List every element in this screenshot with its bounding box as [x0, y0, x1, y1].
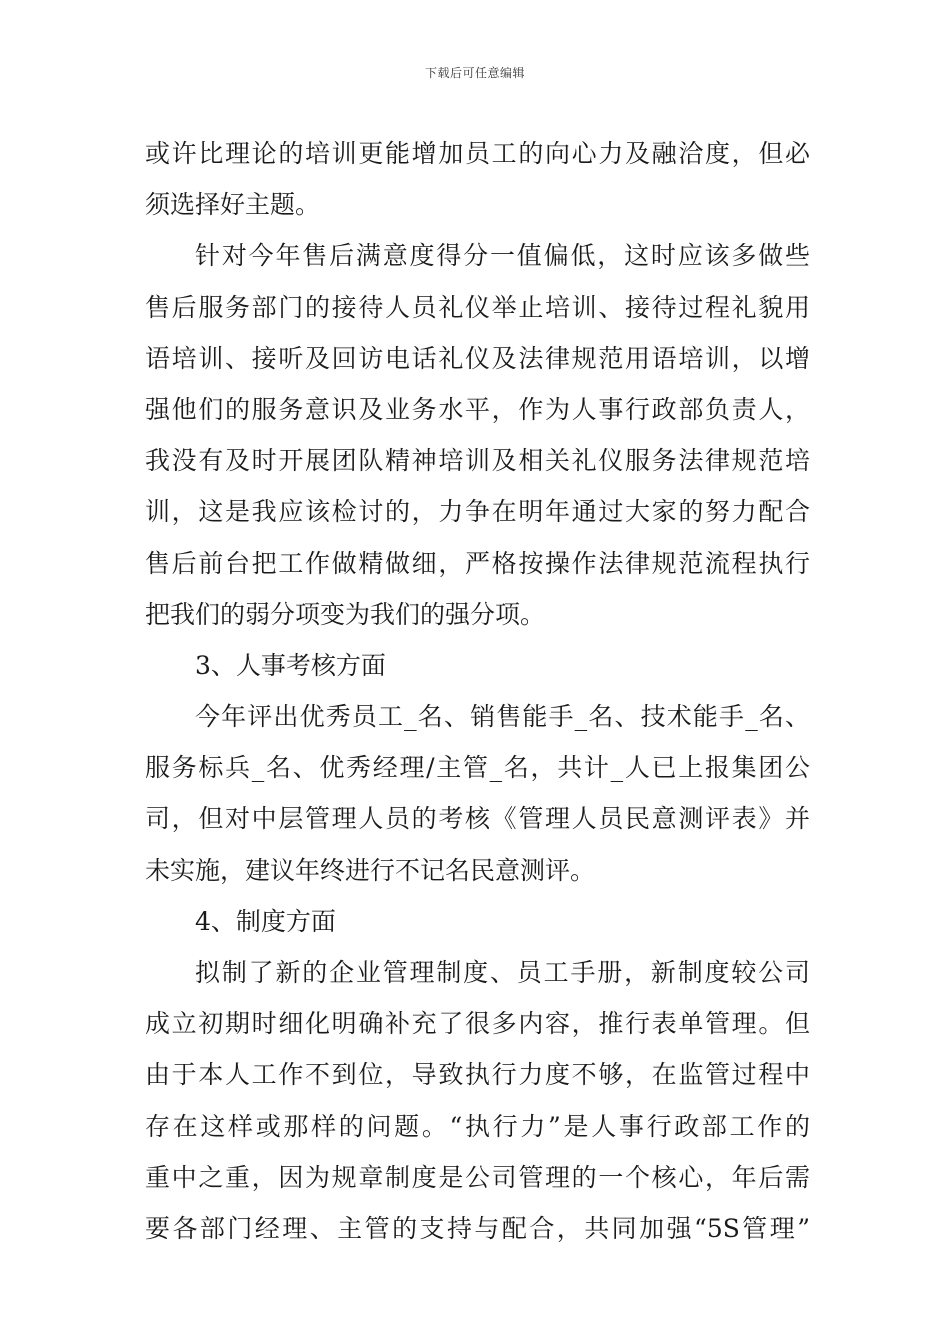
- text-line: 存在这样或那样的问题。“执行力”是人事行政部工作的: [145, 1111, 810, 1141]
- text-line: 须选择好主题。: [145, 190, 321, 220]
- text-line: 成立初期时细化明确补充了很多内容，推行表单管理。但: [145, 1009, 810, 1039]
- text-line: 未实施，建议年终进行不记名民意测评。: [145, 855, 596, 885]
- text-line: 由于本人工作不到位，导致执行力度不够，在监管过程中: [145, 1060, 810, 1090]
- page-header: 下载后可任意编辑: [424, 66, 525, 80]
- text-line: 重中之重，因为规章制度是公司管理的一个核心，年后需: [145, 1162, 810, 1192]
- section-heading: 4、制度方面: [195, 906, 336, 936]
- text-line: 语培训、接听及回访电话礼仪及法律规范用语培训，以增: [145, 343, 810, 373]
- paragraph-start-line: 针对今年售后满意度得分一值偏低，这时应该多做些: [195, 241, 810, 271]
- text-line: 售后服务部门的接待人员礼仪举止培训、接待过程礼貌用: [145, 292, 810, 322]
- text-line: 或许比理论的培训更能增加员工的向心力及融洽度，但必: [145, 139, 810, 168]
- text-line: 把我们的弱分项变为我们的强分项。: [145, 599, 546, 629]
- text-line: 我没有及时开展团队精神培训及相关礼仪服务法律规范培: [145, 446, 810, 476]
- text-line: 要各部门经理、主管的支持与配合，共同加强“5S管理”: [145, 1213, 810, 1243]
- text-line: 强他们的服务意识及业务水平，作为人事行政部负责人，: [145, 394, 810, 424]
- text-line: 售后前台把工作做精做细，严格按操作法律规范流程执行: [145, 548, 810, 578]
- paragraph-start-line: 今年评出优秀员工_名、销售能手_名、技术能手_名、: [195, 702, 810, 732]
- paragraph-start-line: 拟制了新的企业管理制度、员工手册，新制度较公司: [195, 958, 810, 987]
- text-line: 司，但对中层管理人员的考核《管理人员民意测评表》并: [145, 804, 810, 834]
- document-body: [145, 128, 810, 1254]
- text-line: 训，这是我应该检讨的，力争在明年通过大家的努力配合: [145, 497, 810, 527]
- text-line: 服务标兵_名、优秀经理/主管_名，共计_人已上报集团公: [145, 753, 810, 783]
- section-heading: 3、人事考核方面: [195, 650, 386, 680]
